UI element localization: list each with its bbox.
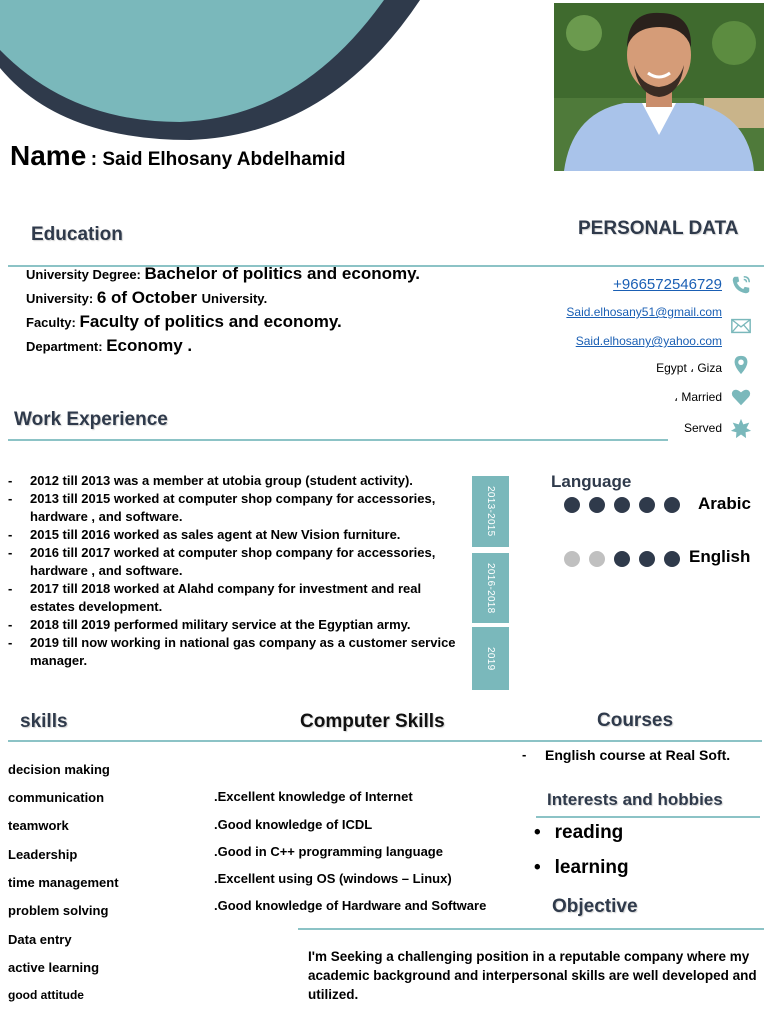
header-swoosh (0, 0, 430, 150)
computer-skill-item: .Excellent knowledge of Internet (214, 789, 413, 804)
language-name-english: English (689, 547, 751, 566)
computer-skill-item: .Good knowledge of ICDL (214, 817, 373, 832)
level-dot (614, 551, 630, 567)
course-dash: - (522, 747, 527, 762)
year-box-label: 2013-2015 (485, 486, 496, 537)
objective-heading: Objective (552, 896, 638, 917)
level-dot (589, 497, 605, 513)
profile-photo (554, 3, 764, 171)
language-name-arabic: Arabic (698, 494, 751, 513)
language-heading: Language (551, 472, 632, 491)
computer-skill-item: .Good knowledge of Hardware and Software (214, 898, 487, 913)
military-status-text: Served (683, 421, 722, 435)
location-pin-icon (730, 354, 752, 376)
faculty-label: Faculty: (26, 315, 80, 330)
list-item: - 2017 till 2018 worked at Alahd company for investment and real estates development. (8, 580, 468, 616)
skill-item: Data entry (8, 932, 72, 947)
work-divider (8, 439, 668, 441)
list-item: - 2016 till 2017 worked at computer shop company for accessories, hardware , and software. (8, 544, 468, 580)
list-item: - 2012 till 2013 was a member at utobia group (student activity). (8, 472, 468, 490)
email-primary-link[interactable]: Said.elhosany51@gmail.com (566, 305, 722, 319)
university-suffix: University. (201, 291, 268, 306)
education-department-row (26, 336, 526, 360)
list-item: - 2019 till now working in national gas company as a customer service manager. (8, 634, 468, 670)
faculty-value: Faculty of politics and economy. (79, 312, 342, 331)
phone-icon (730, 274, 752, 296)
computer-skill-item: .Good in C++ programming language (214, 844, 443, 859)
phone-link[interactable]: +966572546729 (613, 276, 722, 293)
degree-label: University Degree: (26, 267, 145, 282)
work-experience-list (8, 472, 468, 670)
level-dot (639, 551, 655, 567)
skill-item: decision making (8, 762, 110, 777)
objective-text: I'm Seeking a challenging position in a reputable company where my academic background and interpersonal skills are well developed and utilized. (308, 949, 757, 1002)
education-university-row (26, 288, 526, 312)
university-label: University: (26, 291, 97, 306)
year-box (472, 553, 509, 623)
email-secondary-link[interactable]: Said.elhosany@yahoo.com (575, 334, 722, 348)
year-box-label: 2019 (485, 646, 496, 671)
skill-item: good attitude (8, 988, 84, 1002)
marital-status-text: ، Married (674, 390, 722, 404)
language-level-arabic (564, 497, 680, 513)
year-box (472, 476, 509, 547)
level-dot (564, 497, 580, 513)
level-dot (564, 551, 580, 567)
course-item: English course at Real Soft. (545, 747, 731, 763)
level-dot (614, 497, 630, 513)
name-label: Name (10, 140, 87, 171)
interests-divider (536, 816, 760, 818)
computer-skill-item: .Excellent using OS (windows – Linux) (214, 871, 452, 886)
interest-item: • learning (534, 857, 629, 879)
computer-skills-heading: Computer Skills (300, 711, 445, 732)
skill-item: time management (8, 875, 119, 890)
education-heading: Education (31, 224, 123, 245)
skill-item: teamwork (8, 818, 69, 833)
skills-divider (8, 740, 762, 742)
education-degree-row (26, 264, 526, 288)
level-dot (639, 497, 655, 513)
skill-item: communication (8, 790, 105, 805)
work-experience-heading: Work Experience (14, 409, 168, 430)
location-text: Egypt ، Giza (656, 361, 722, 375)
year-box-label: 2016-2018 (485, 562, 496, 614)
list-item: - 2013 till 2015 worked at computer shop company for accessories, hardware , and software. (8, 490, 468, 526)
list-item: - 2018 till 2019 performed military service at the Egyptian army. (8, 616, 468, 634)
university-value: 6 of October (96, 288, 202, 307)
level-dot (589, 551, 605, 567)
year-box (472, 627, 509, 690)
skill-item: Leadership (8, 847, 78, 862)
star-badge-icon (730, 418, 752, 440)
education-faculty-row (26, 312, 526, 336)
name-value: : Said Elhosany Abdelhamid (90, 149, 346, 170)
interests-heading: Interests and hobbies (547, 790, 723, 809)
department-value: Economy . (106, 336, 193, 355)
objective-divider (298, 928, 764, 930)
courses-heading: Courses (597, 710, 674, 731)
heart-icon (730, 386, 752, 408)
skill-item: problem solving (8, 903, 109, 918)
mail-icon (730, 315, 752, 337)
list-item: - 2015 till 2016 worked as sales agent at New Vision furniture. (8, 526, 468, 544)
degree-value: Bachelor of politics and economy. (144, 264, 421, 283)
skill-item: active learning (8, 960, 100, 975)
level-dot (664, 551, 680, 567)
name-line (10, 140, 346, 172)
education-details (26, 264, 526, 360)
language-level-english (564, 551, 680, 567)
personal-data-heading: PERSONAL DATA (578, 218, 739, 239)
skills-heading: skills (20, 711, 68, 732)
level-dot (664, 497, 680, 513)
interest-item: • reading (534, 822, 623, 844)
department-label: Department: (26, 339, 107, 354)
